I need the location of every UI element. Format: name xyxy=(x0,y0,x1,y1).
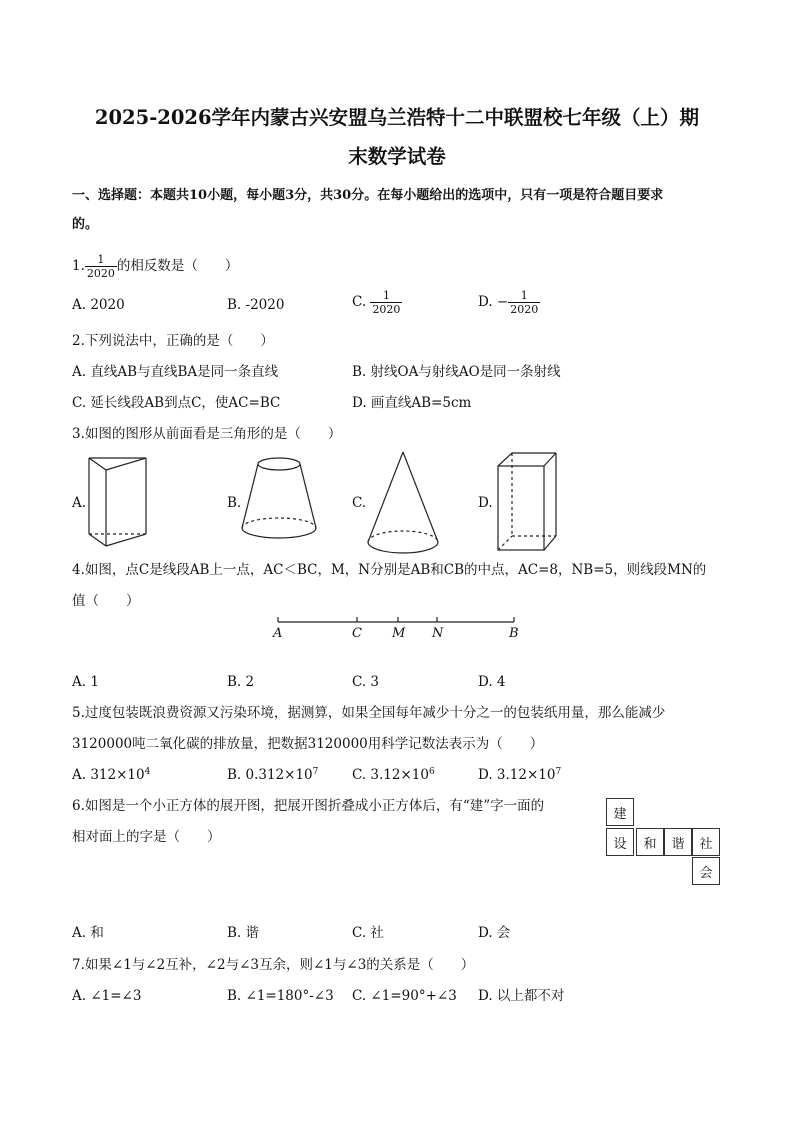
question-3-option-a: A. xyxy=(72,495,87,511)
question-5-option-a xyxy=(72,766,150,784)
question-2-option-d: D. 画直线AB=5cm xyxy=(352,395,472,411)
option-exponent: 4 xyxy=(144,767,151,777)
question-4-option-d: D. 4 xyxy=(478,674,506,690)
option-exponent: 7 xyxy=(312,767,319,777)
question-4-option-b: B. 2 xyxy=(227,674,255,690)
rectangular-prism-figure xyxy=(494,450,560,560)
fraction-numerator: 1 xyxy=(520,289,528,302)
option-base: C. 3.12×10 xyxy=(352,767,429,783)
cone-figure xyxy=(364,450,444,560)
exam-title-line1: 2025-2026学年内蒙古兴安盟乌兰浩特十二中联盟校七年级（上）期 xyxy=(94,106,700,129)
point-label-m: M xyxy=(392,626,406,641)
triangular-prism-figure xyxy=(86,450,156,560)
option-label: C. xyxy=(352,294,367,310)
option-exponent: 6 xyxy=(428,767,435,777)
point-label-a: A xyxy=(273,626,283,641)
question-5-stem-line2: 3120000吨二氧化碳的排放量，把数据3120000用科学记数法表示为（ ） xyxy=(72,736,544,752)
fraction-denominator: 2020 xyxy=(510,303,539,316)
net-cell: 建 xyxy=(606,798,634,826)
question-1-option-d xyxy=(478,289,540,316)
question-6-option-b: B. 谐 xyxy=(227,925,260,941)
question-1-option-a: A. 2020 xyxy=(72,297,125,313)
question-5-option-d xyxy=(478,766,561,784)
question-7-stem: 7.如果∠1与∠2互补，∠2与∠3互余，则∠1与∠3的关系是（ ） xyxy=(72,957,475,973)
question-7-option-d: D. 以上都不对 xyxy=(478,988,565,1004)
question-1-fraction xyxy=(85,253,117,280)
question-7-option-c: C. ∠1=90°+∠3 xyxy=(352,988,457,1004)
question-2-option-a: A. 直线AB与直线BA是同一条直线 xyxy=(72,364,279,380)
question-2-option-b: B. 射线OA与射线AO是同一条射线 xyxy=(352,364,561,380)
question-1-option-c xyxy=(352,289,402,316)
option-d-fraction xyxy=(508,289,540,316)
question-6-option-a: A. 和 xyxy=(72,925,104,941)
question-5-stem-line1: 5.过度包装既浪费资源又污染环境，据测算，如果全国每年减少十分之一的包装纸用量，那么能减少 xyxy=(72,705,666,721)
fraction-denominator: 2020 xyxy=(86,267,115,280)
question-6-option-d: D. 会 xyxy=(478,925,511,941)
option-base: D. 3.12×10 xyxy=(478,767,556,783)
option-label: D. − xyxy=(478,294,509,310)
question-1-number: 1. xyxy=(72,258,85,274)
question-5-option-c xyxy=(352,766,435,784)
question-1-stem xyxy=(72,253,238,280)
option-base: B. 0.312×10 xyxy=(227,767,313,783)
question-3-option-b: B. xyxy=(227,495,242,511)
fraction-numerator: 1 xyxy=(97,253,105,266)
question-2-option-c: C. 延长线段AB到点C，使AC=BC xyxy=(72,395,281,411)
question-1-option-b: B. -2020 xyxy=(227,297,285,313)
segment-diagram xyxy=(268,612,528,644)
option-c-fraction xyxy=(370,289,402,316)
question-4-stem-line2: 值（ ） xyxy=(72,593,140,609)
option-base: A. 312×10 xyxy=(72,767,145,783)
question-4-option-a: A. 1 xyxy=(72,674,99,690)
exam-title-line2: 末数学试卷 xyxy=(348,145,446,168)
net-cell: 谐 xyxy=(664,828,692,856)
point-label-c: C xyxy=(352,626,362,641)
fraction-numerator: 1 xyxy=(382,289,390,302)
question-6-stem-line1: 6.如图是一个小正方体的展开图，把展开图折叠成小正方体后，有“建”字一面的 xyxy=(72,798,545,814)
question-5-option-b xyxy=(227,766,318,784)
question-2-stem: 2.下列说法中，正确的是（ ） xyxy=(72,333,274,349)
question-1-text: 的相反数是（ ） xyxy=(116,258,239,274)
question-7-option-a: A. ∠1=∠3 xyxy=(72,988,142,1004)
option-exponent: 7 xyxy=(555,767,562,777)
net-cell: 和 xyxy=(636,828,664,856)
section-header-line2: 的。 xyxy=(72,217,99,232)
question-4-option-c: C. 3 xyxy=(352,674,380,690)
question-3-stem: 3.如图的图形从前面看是三角形的是（ ） xyxy=(72,426,342,442)
fraction-denominator: 2020 xyxy=(372,303,401,316)
frustum-figure xyxy=(238,454,320,544)
net-cell: 会 xyxy=(692,857,720,885)
point-label-b: B xyxy=(509,626,519,641)
point-label-n: N xyxy=(432,626,444,641)
question-4-stem-line1: 4.如图，点C是线段AB上一点，AC＜BC，M，N分别是AB和CB的中点，AC=8，NB=5，则线段MN的 xyxy=(72,562,707,578)
question-7-option-b: B. ∠1=180°-∠3 xyxy=(227,988,334,1004)
question-3-option-c: C. xyxy=(352,495,367,511)
section-header-line1: 一、选择题：本题共10小题，每小题3分，共30分。在每小题给出的选项中，只有一项是符合题目要求 xyxy=(72,188,664,203)
question-6-option-c: C. 社 xyxy=(352,925,384,941)
net-cell: 社 xyxy=(692,828,720,856)
question-3-option-d: D. xyxy=(478,495,493,511)
question-6-stem-line2: 相对面上的字是（ ） xyxy=(72,829,221,845)
net-cell: 设 xyxy=(606,828,634,856)
